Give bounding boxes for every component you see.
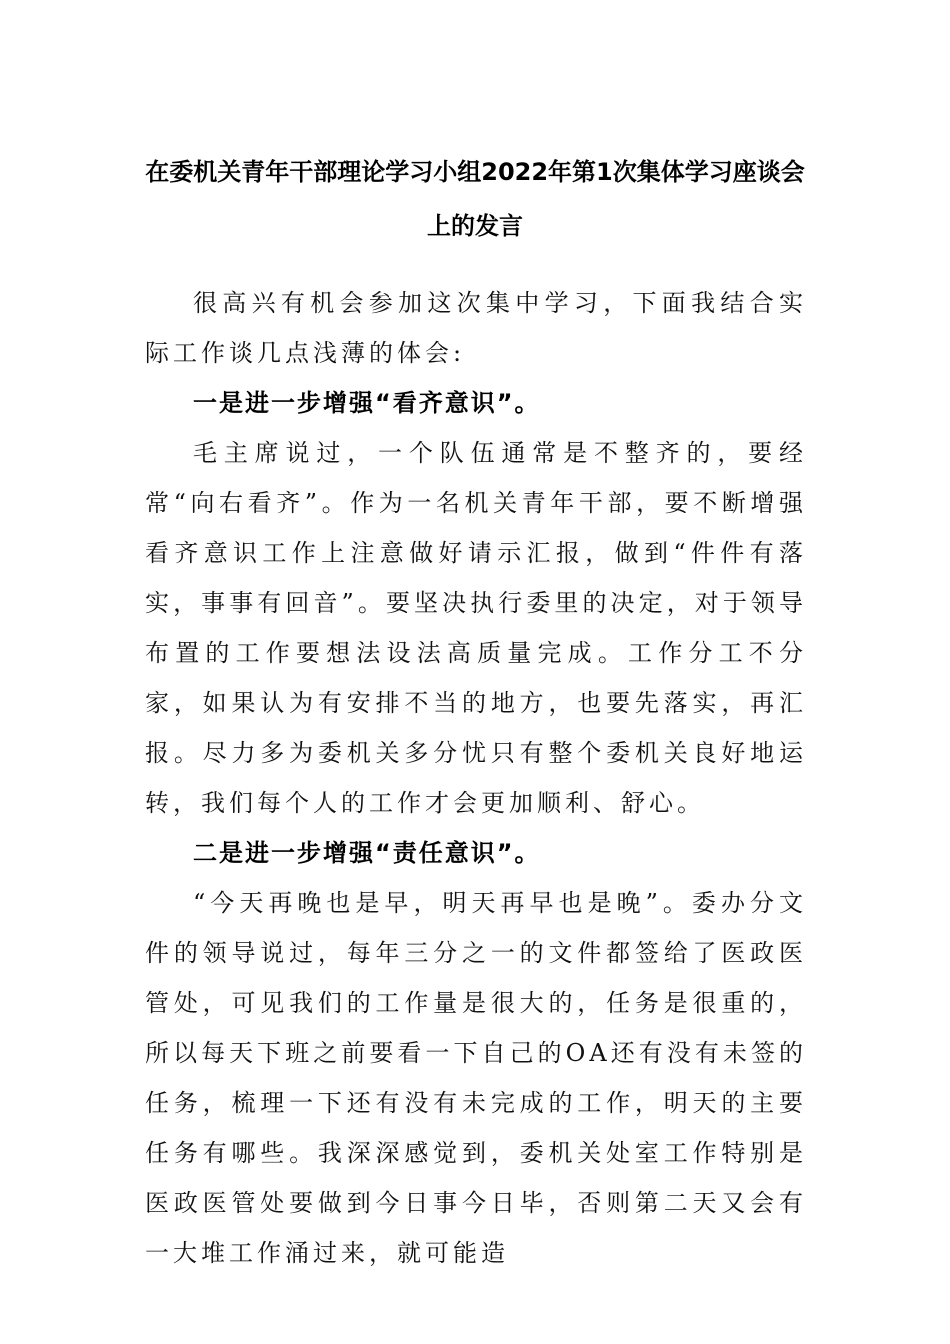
document-title: 在委机关青年干部理论学习小组2022年第1次集体学习座谈会上的发言 [145, 158, 805, 240]
document-body [145, 278, 807, 1278]
section-paragraph-2: “今天再晚也是早，明天再早也是晚”。委办分文件的领导说过，每年三分之一的文件都签给了医政医管处，可见我们的工作量是很大的，任务是很重的，所以每天下班之前要看一下自己的OA还有没有未签的任务，梳理一下还有没有未完成的工作，明天的主要任务有哪些。我深深感觉到，委机关处室工作特别是医政医管处要做到今日事今日毕，否则第二天又会有一大堆工作涌过来，就可能造 [145, 889, 807, 1267]
section-heading-1: 一是进一步增强“看齐意识”。 [193, 389, 541, 417]
intro-paragraph: 很高兴有机会参加这次集中学习，下面我结合实际工作谈几点浅薄的体会: [145, 289, 807, 367]
section-heading-2: 二是进一步增强“责任意识”。 [193, 839, 541, 867]
section-paragraph-1: 毛主席说过，一个队伍通常是不整齐的，要经常“向右看齐”。作为一名机关青年干部，要不断增强看齐意识工作上注意做好请示汇报，做到“件件有落实，事事有回音”。要坚决执行委里的决定，对于领导布置的工作要想法设法高质量完成。工作分工不分家，如果认为有安排不当的地方，也要先落实，再汇报。尽力多为委机关多分忧只有整个委机关良好地运转，我们每个人的工作才会更加顺利、舒心。 [145, 439, 807, 817]
